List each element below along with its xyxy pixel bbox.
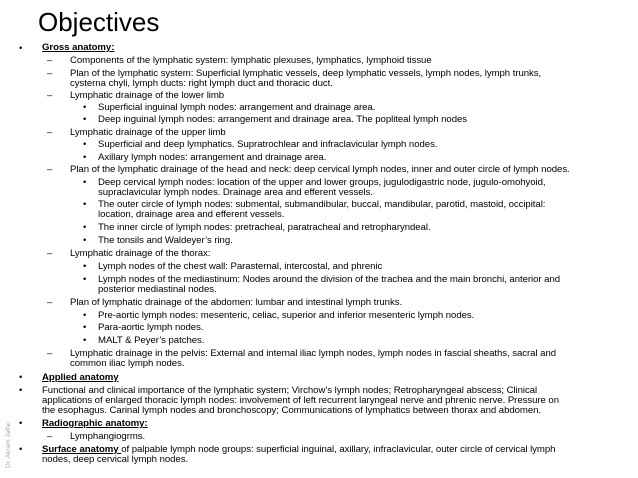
dash-marker: – bbox=[47, 431, 53, 442]
dash-marker: – bbox=[47, 248, 53, 259]
bullet-marker: • bbox=[19, 418, 23, 429]
applied-anatomy-heading: Applied anatomy bbox=[42, 372, 119, 383]
bullet-marker: • bbox=[83, 222, 87, 233]
list-item-continued: location, drainage area and efferent vessels. bbox=[98, 209, 285, 220]
list-item: MALT & Peyer’s patches. bbox=[98, 335, 205, 346]
list-item-continued: posterior mediastinal nodes. bbox=[98, 284, 217, 295]
bullet-marker: • bbox=[19, 43, 23, 54]
bullet-marker: • bbox=[19, 385, 23, 396]
abdomen-heading: Plan of lymphatic drainage of the abdomen: lumbar and intestinal lymph trunks. bbox=[70, 297, 403, 308]
list-item: Pre-aortic lymph nodes: mesenteric, celiac, superior and inferior mesenteric lymph nodes. bbox=[98, 310, 475, 321]
list-item: Para-aortic lymph nodes. bbox=[98, 322, 204, 333]
surface-anatomy-heading: Surface anatomy bbox=[42, 444, 122, 455]
list-item: Functional and clinical importance of the lymphatic system; Virchow’s lymph nodes; Retropharyngeal abscess; Clinical bbox=[42, 385, 538, 396]
author-watermark: Dr. Akram Jaffar bbox=[5, 421, 12, 468]
bullet-marker: • bbox=[83, 322, 87, 333]
thorax-heading: Lymphatic drainage of the thorax: bbox=[70, 248, 211, 259]
list-item: Deep cervical lymph nodes: location of the upper and lower groups, jugulodigastric node, jugulo-omohyoid, bbox=[98, 177, 546, 188]
bullet-marker: • bbox=[19, 372, 23, 383]
list-item: Lymph nodes of the mediastinum: Nodes around the division of the trachea and the main bronchi, anterior and bbox=[98, 274, 561, 285]
surface-anatomy-text: of palpable lymph node groups: superficial inguinal, axillary, infraclavicular, outer circle of cervical lymph bbox=[121, 444, 556, 455]
list-item: Plan of the lymphatic system: Superficial lymphatic vessels, deep lymphatic vessels, lymph nodes, lymph trunks, bbox=[70, 68, 542, 79]
bullet-marker: • bbox=[83, 102, 87, 113]
gross-anatomy-heading: Gross anatomy: bbox=[42, 42, 115, 53]
dash-marker: – bbox=[47, 90, 53, 101]
dash-marker: – bbox=[47, 164, 53, 175]
radiographic-anatomy-heading: Radiographic anatomy: bbox=[42, 418, 148, 429]
list-item: Lymphangiogrms. bbox=[70, 431, 146, 442]
dash-marker: – bbox=[47, 297, 53, 308]
list-item: The tonsils and Waldeyer’s ring. bbox=[98, 235, 233, 246]
bullet-marker: • bbox=[83, 114, 87, 125]
list-item: Superficial and deep lymphatics. Supratrochlear and infraclavicular lymph nodes. bbox=[98, 139, 438, 150]
upper-limb-heading: Lymphatic drainage of the upper limb bbox=[70, 127, 226, 138]
pelvis-item: Lymphatic drainage in the pelvis: External and internal iliac lymph nodes, lymph nodes in fascial sheaths, sacral and bbox=[70, 348, 557, 359]
dash-marker: – bbox=[47, 348, 53, 359]
list-item-continued: nodes, deep cervical lymph nodes. bbox=[42, 454, 189, 465]
page-title: Objectives bbox=[38, 7, 160, 37]
bullet-marker: • bbox=[83, 261, 87, 272]
list-item-continued: applications of enlarged thoracic lymph nodes: involvement of left recurrent laryngeal nerve and phrenic nerve. Pressure on bbox=[42, 395, 560, 406]
list-item: Components of the lymphatic system: lymphatic plexuses, lymphatics, lymphoid tissue bbox=[70, 55, 432, 66]
dash-marker: – bbox=[47, 55, 53, 66]
bullet-marker: • bbox=[83, 139, 87, 150]
list-item-continued: the esophagus. Carinal lymph nodes and bronchoscopy; Communications of lymphatics between thorax and abdomen. bbox=[42, 405, 542, 416]
list-item: Axillary lymph nodes: arrangement and drainage area. bbox=[98, 152, 327, 163]
list-item: The outer circle of lymph nodes: submental, submandibular, buccal, mandibular, parotid, mastoid, occipital: bbox=[98, 199, 546, 210]
bullet-marker: • bbox=[83, 177, 87, 188]
list-item: Lymph nodes of the chest wall: Parasternal, intercostal, and phrenic bbox=[98, 261, 383, 272]
head-neck-heading: Plan of the lymphatic drainage of the head and neck: deep cervical lymph nodes, inner and outer circle of lymph nodes. bbox=[70, 164, 570, 175]
list-item-continued: supraclavicular lymph nodes. Drainage area and efferent vessels. bbox=[98, 187, 373, 198]
bullet-marker: • bbox=[83, 199, 87, 210]
bullet-marker: • bbox=[83, 152, 87, 163]
bullet-marker: • bbox=[83, 274, 87, 285]
list-item-continued: cysterna chyli, lymph ducts: right lymph duct and thoracic duct. bbox=[70, 78, 333, 89]
dash-marker: – bbox=[47, 68, 53, 79]
bullet-marker: • bbox=[83, 310, 87, 321]
bullet-marker: • bbox=[19, 444, 23, 455]
list-item: Deep inguinal lymph nodes: arrangement and drainage area. The popliteal lymph nodes bbox=[98, 114, 468, 125]
dash-marker: – bbox=[47, 127, 53, 138]
bullet-marker: • bbox=[83, 335, 87, 346]
bullet-marker: • bbox=[83, 235, 87, 246]
lower-limb-heading: Lymphatic drainage of the lower limb bbox=[70, 90, 225, 101]
list-item: Superficial inguinal lymph nodes: arrangement and drainage area. bbox=[98, 102, 376, 113]
list-item: The inner circle of lymph nodes: pretracheal, paratracheal and retropharyndeal. bbox=[98, 222, 431, 233]
list-item-continued: common iliac lymph nodes. bbox=[70, 358, 185, 369]
